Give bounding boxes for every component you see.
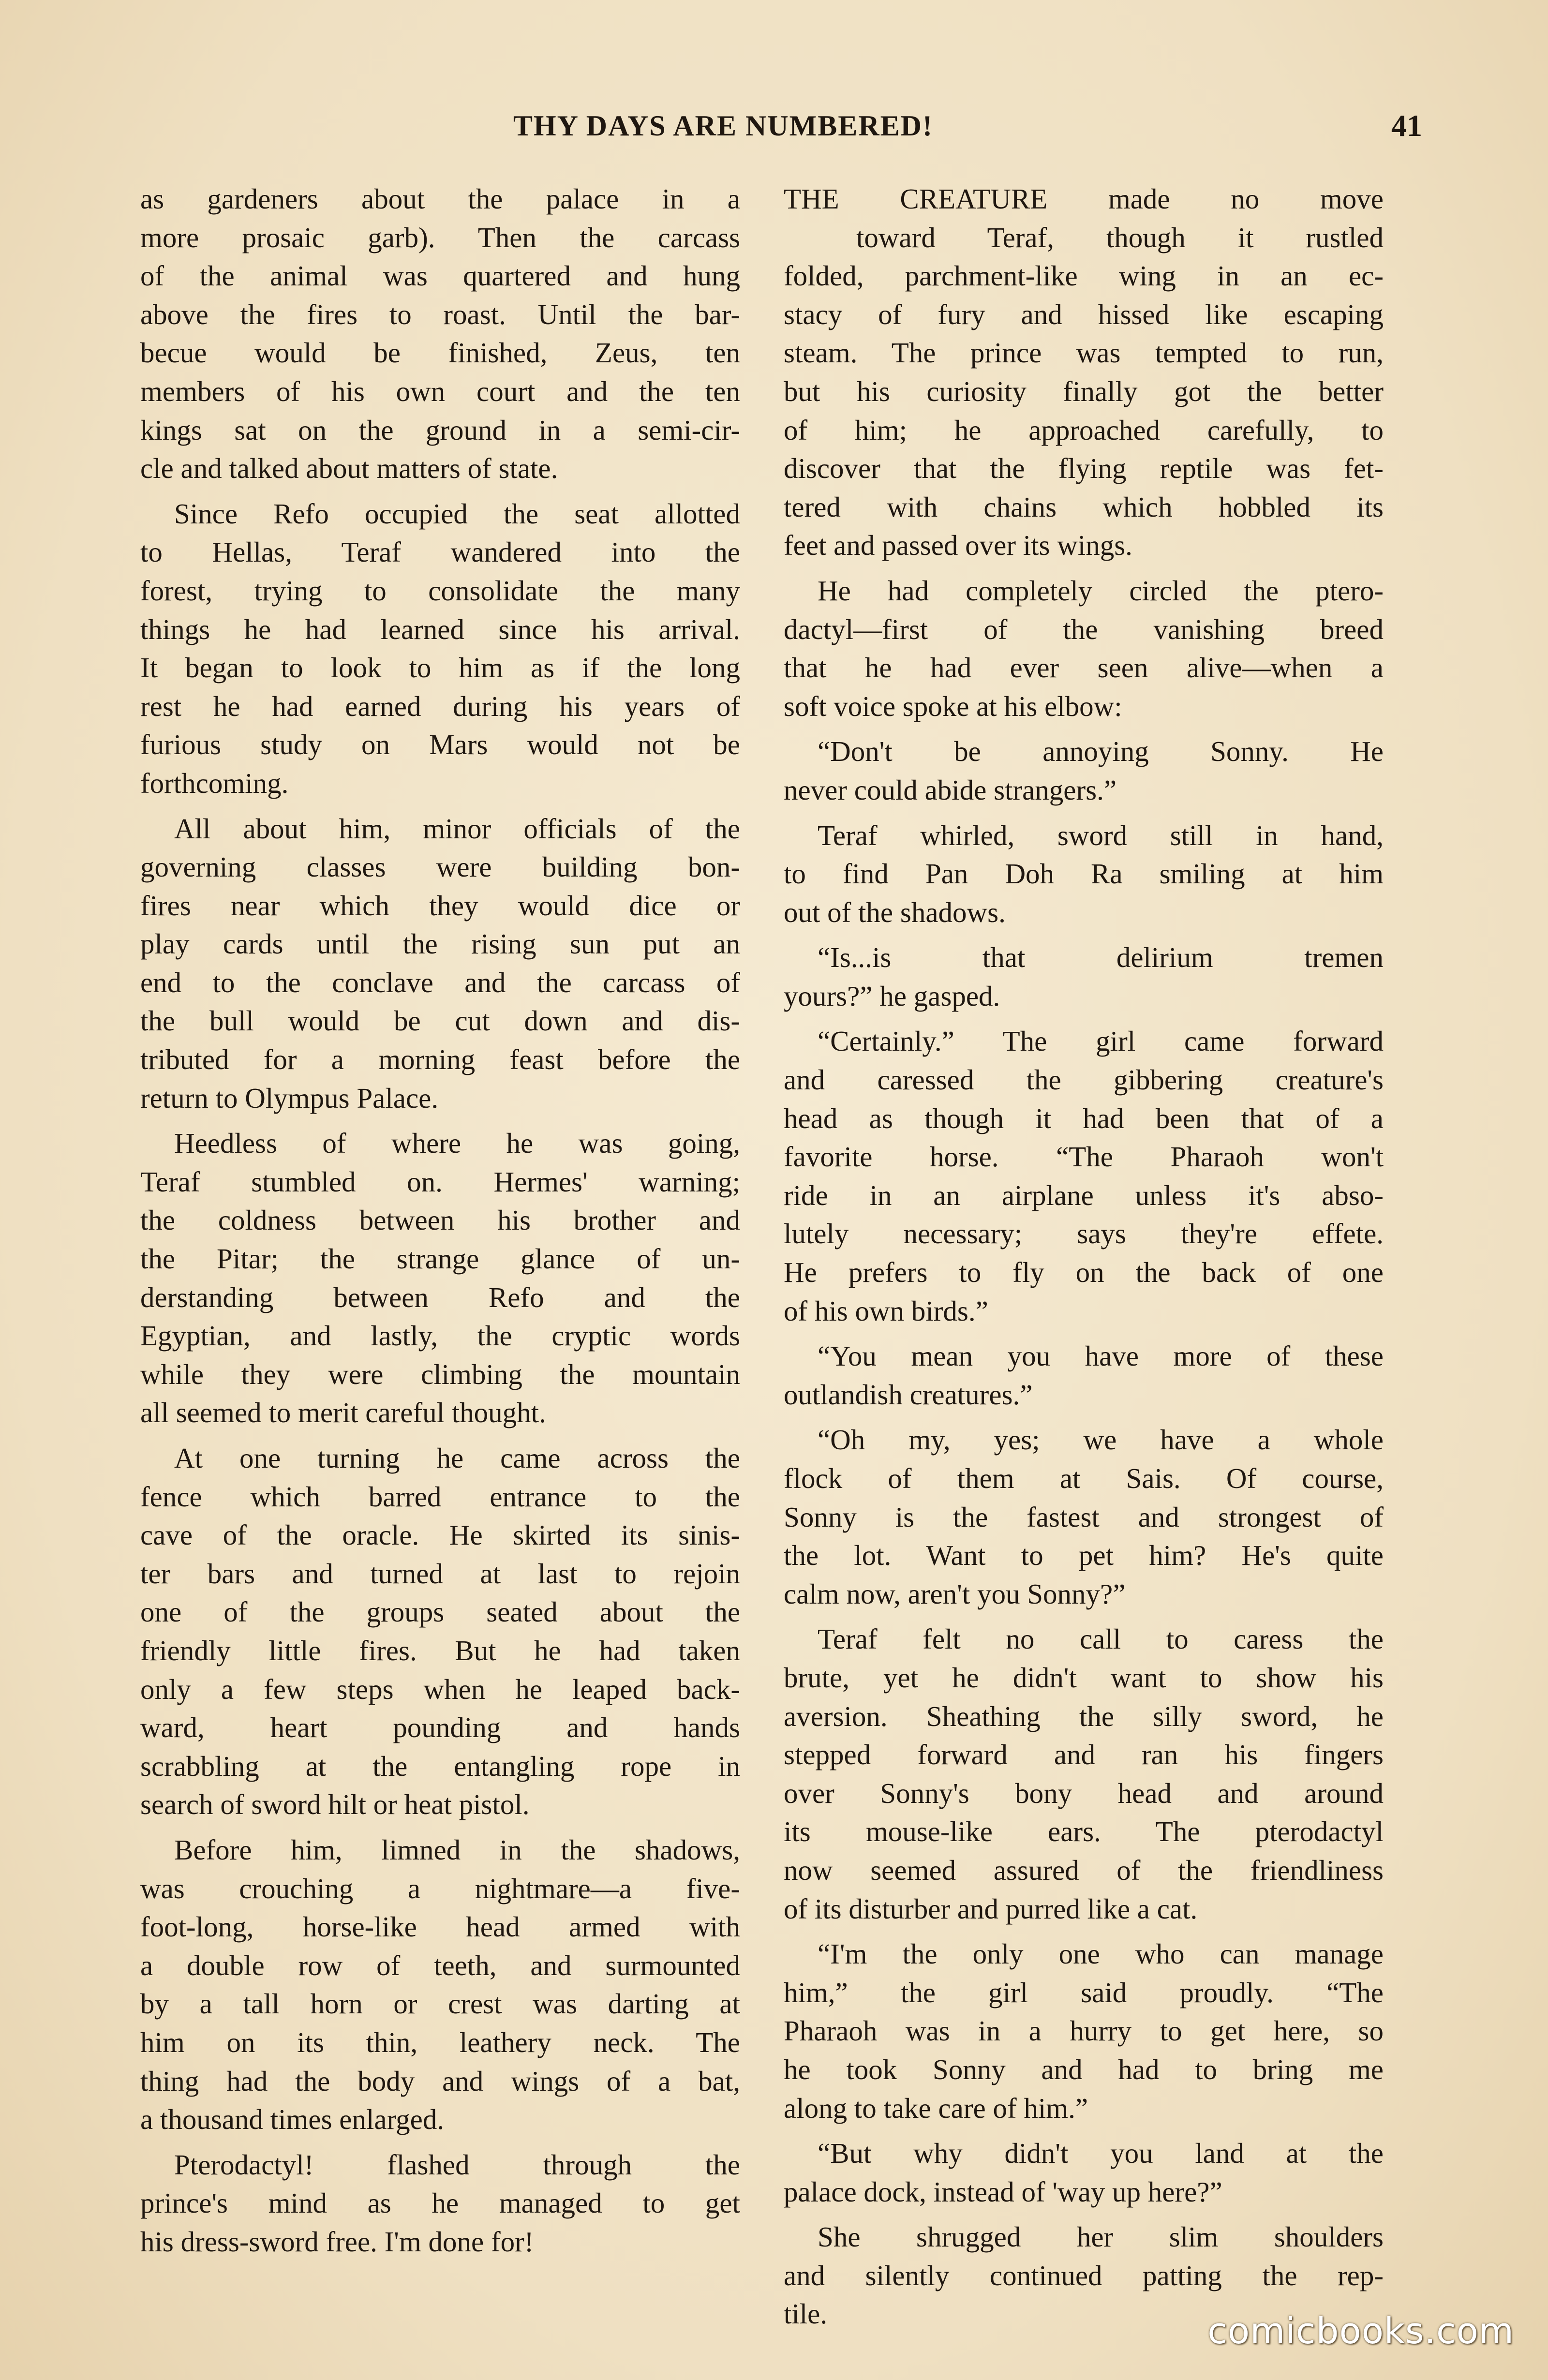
text-line: fires near which they would dice or [140, 889, 740, 922]
paragraph [140, 1124, 740, 1432]
watermark-logo: comicbooks.com [1207, 2310, 1514, 2352]
text-line: end to the conclave and the carcass of [140, 966, 740, 998]
text-line: toward Teraf, though it rustled [856, 221, 1384, 253]
text-line: derstanding between Refo and the [140, 1281, 740, 1313]
text-line: favorite horse. “The Pharaoh won't [784, 1141, 1384, 1173]
text-line: cave of the oracle. He skirted its sinis- [140, 1519, 740, 1551]
text-line: She shrugged her slim shoulders [818, 2221, 1384, 2253]
text-line: discover that the flying reptile was fet- [784, 452, 1384, 485]
text-line: palace dock, instead of 'way up here?” [784, 2175, 1222, 2208]
text-line: forthcoming. [140, 767, 289, 799]
text-line: stacy of fury and hissed like escaping [784, 298, 1384, 330]
text-line: friendly little fires. But he had taken [140, 1634, 740, 1666]
text-line: and caressed the gibbering creature's [784, 1064, 1384, 1096]
text-line: now seemed assured of the friendliness [784, 1854, 1384, 1886]
text-line: the bull would be cut down and dis- [140, 1005, 740, 1037]
text-line: him,” the girl said proudly. “The [784, 1976, 1384, 2008]
paragraph [784, 2134, 1384, 2211]
text-line: aversion. Sheathing the silly sword, he [784, 1700, 1384, 1732]
paragraph [784, 180, 1384, 565]
text-line: It began to look to him as if the long [140, 652, 740, 684]
text-line: tile. [784, 2298, 828, 2330]
text-line: ward, heart pounding and hands [140, 1711, 740, 1744]
text-line: one of the groups seated about the [140, 1596, 740, 1628]
text-line: a thousand times enlarged. [140, 2103, 445, 2136]
text-line: more prosaic garb). Then the carcass [140, 221, 740, 253]
text-line: the lot. Want to pet him? He's quite [784, 1539, 1384, 1572]
text-line: to Hellas, Teraf wandered into the [140, 536, 740, 568]
text-line: stepped forward and ran his fingers [784, 1739, 1384, 1771]
text-line: “I'm the only one who can manage [818, 1938, 1384, 1970]
text-line: Teraf felt no call to caress the [818, 1623, 1384, 1655]
text-line: calm now, aren't you Sonny?” [784, 1577, 1126, 1610]
paragraph [140, 2146, 740, 2261]
text-line: Egyptian, and lastly, the cryptic words [140, 1320, 740, 1352]
text-line: Sonny is the fastest and strongest of [784, 1501, 1384, 1533]
text-line: folded, parchment-like wing in an ec- [784, 260, 1384, 292]
paragraph [140, 1831, 740, 2139]
text-line: Since Refo occupied the seat allotted [174, 497, 740, 530]
text-line: him on its thin, leathery neck. The [140, 2026, 740, 2058]
text-line: scrabbling at the entangling rope in [140, 1750, 740, 1782]
text-line: “But why didn't you land at the [818, 2137, 1384, 2170]
text-line: tributed for a morning feast before the [140, 1043, 740, 1076]
text-line: outlandish creatures.” [784, 1378, 1033, 1411]
paragraph [784, 572, 1384, 726]
text-line: along to take care of him.” [784, 2092, 1088, 2124]
text-line: search of sword hilt or heat pistol. [140, 1788, 530, 1821]
text-line: kings sat on the ground in a semi-cir- [140, 414, 740, 446]
text-line: of him; he approached carefully, to [784, 414, 1384, 446]
text-line: the coldness between his brother and [140, 1204, 740, 1236]
text-line: out of the shadows. [784, 896, 1006, 928]
paragraph [784, 1421, 1384, 1613]
text-line: a double row of teeth, and surmounted [140, 1949, 740, 1981]
text-line: thing had the body and wings of a bat, [140, 2065, 740, 2097]
text-line: but his curiosity finally got the better [784, 375, 1384, 407]
text-line: by a tall horn or crest was darting at [140, 1988, 740, 2020]
text-line: Teraf stumbled on. Hermes' warning; [140, 1165, 740, 1198]
text-line: feet and passed over its wings. [784, 529, 1132, 562]
text-line: of its disturber and purred like a cat. [784, 1892, 1198, 1925]
text-line: ride in an airplane unless it's abso- [784, 1179, 1384, 1211]
text-line: head as though it had been that of a [784, 1102, 1384, 1134]
text-line: of the animal was quartered and hung [140, 260, 740, 292]
page-number: 41 [1391, 108, 1422, 143]
left-text-column [140, 180, 740, 2261]
text-line: “Certainly.” The girl came forward [818, 1025, 1384, 1057]
text-line: Teraf whirled, sword still in hand, [818, 819, 1384, 851]
text-line: THE CREATURE made no move [784, 183, 1384, 215]
text-line: “Is...is that delirium tremen [818, 941, 1384, 974]
text-line: All about him, minor officials of the [174, 812, 740, 845]
text-line: At one turning he came across the [174, 1442, 740, 1474]
text-line: as gardeners about the palace in a [140, 183, 740, 215]
page-header [126, 104, 1422, 148]
paragraph [784, 1022, 1384, 1330]
text-line: Before him, limned in the shadows, [174, 1833, 740, 1866]
text-line: members of his own court and the ten [140, 375, 740, 407]
paragraph [140, 180, 740, 488]
text-line: Pharaoh was in a hurry to get here, so [784, 2015, 1384, 2047]
text-line: he took Sonny and had to bring me [784, 2053, 1384, 2085]
text-line: tered with chains which hobbled its [784, 491, 1384, 523]
right-text-column [784, 180, 1384, 2334]
text-line: above the fires to roast. Until the bar- [140, 298, 740, 330]
paragraph [784, 732, 1384, 809]
text-line: yours?” he gasped. [784, 980, 1000, 1012]
text-line: ter bars and turned at last to rejoin [140, 1557, 740, 1590]
text-line: never could abide strangers.” [784, 774, 1117, 806]
text-line: prince's mind as he managed to get [140, 2187, 740, 2219]
text-line: return to Olympus Palace. [140, 1082, 439, 1114]
text-line: was crouching a nightmare—a five- [140, 1872, 740, 1904]
text-line: the Pitar; the strange glance of un- [140, 1243, 740, 1275]
text-line: over Sonny's bony head and around [784, 1777, 1384, 1809]
text-line: things he had learned since his arrival. [140, 613, 740, 645]
paragraph [784, 938, 1384, 1015]
text-line: its mouse-like ears. The pterodactyl [784, 1815, 1384, 1848]
paragraph [140, 495, 740, 803]
text-line: Pterodactyl! flashed through the [174, 2148, 740, 2181]
text-line: “Don't be annoying Sonny. He [818, 735, 1384, 768]
paragraph [140, 810, 740, 1118]
text-line: becue would be finished, Zeus, ten [140, 337, 740, 369]
text-line: soft voice spoke at his elbow: [784, 690, 1122, 722]
text-line: lutely necessary; says they're effete. [784, 1218, 1384, 1250]
paragraph [140, 1439, 740, 1824]
text-line: while they were climbing the mountain [140, 1358, 740, 1390]
text-line: governing classes were building bon- [140, 851, 740, 883]
paragraph [784, 1337, 1384, 1414]
text-line: steam. The prince was tempted to run, [784, 337, 1384, 369]
text-line: Heedless of where he was going, [174, 1127, 740, 1160]
running-head: THY DAYS ARE NUMBERED! [513, 110, 933, 142]
text-line: that he had ever seen alive—when a [784, 652, 1384, 684]
text-line: only a few steps when he leaped back- [140, 1673, 740, 1705]
text-line: all seemed to merit careful thought. [140, 1397, 546, 1429]
text-line: furious study on Mars would not be [140, 729, 740, 761]
text-line: to find Pan Doh Ra smiling at him [784, 858, 1384, 890]
text-line: foot-long, horse-like head armed with [140, 1911, 740, 1943]
text-line: of his own birds.” [784, 1294, 988, 1327]
text-line: and silently continued patting the rep- [784, 2259, 1384, 2291]
text-line: fence which barred entrance to the [140, 1480, 740, 1513]
text-line: He had completely circled the ptero- [818, 574, 1384, 607]
text-line: rest he had earned during his years of [140, 690, 740, 722]
text-line: “You mean you have more of these [818, 1340, 1384, 1372]
paragraph [784, 1620, 1384, 1928]
text-line: He prefers to fly on the back of one [784, 1256, 1384, 1289]
text-line: play cards until the rising sun put an [140, 928, 740, 960]
text-line: dactyl—first of the vanishing breed [784, 613, 1384, 645]
text-line: brute, yet he didn't want to show his [784, 1661, 1384, 1694]
paragraph [784, 1935, 1384, 2127]
paragraph [784, 817, 1384, 932]
text-line: his dress-sword free. I'm done for! [140, 2225, 534, 2258]
text-line: flock of them at Sais. Of course, [784, 1462, 1384, 1494]
text-line: cle and talked about matters of state. [140, 452, 558, 485]
text-line: “Oh my, yes; we have a whole [818, 1424, 1384, 1456]
text-line: forest, trying to consolidate the many [140, 574, 740, 607]
